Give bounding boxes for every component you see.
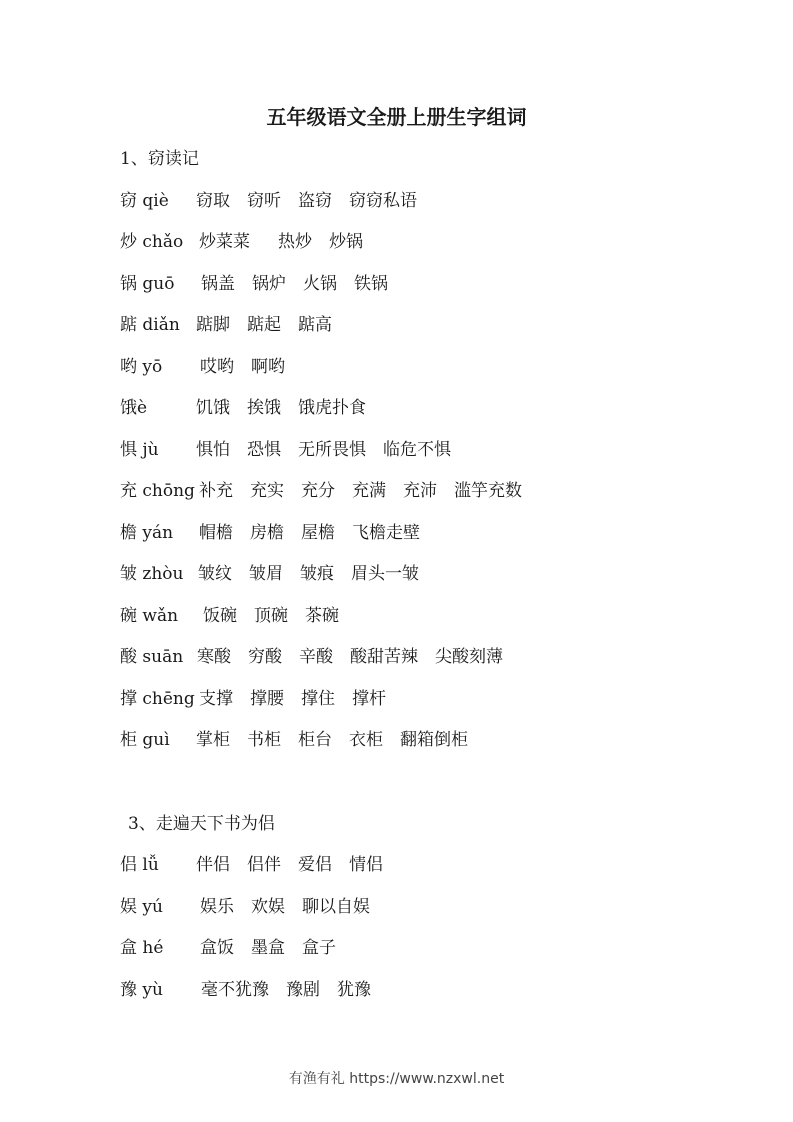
vocab-word: 热炒 (278, 232, 312, 252)
vocab-word: 毫不犹豫 (201, 980, 269, 1000)
vocab-char: 窃 qiè (120, 191, 169, 211)
vocab-word: 衣柜 (349, 730, 383, 750)
vocab-words (199, 229, 380, 255)
vocab-word: 茶碗 (305, 606, 339, 626)
vocab-word: 惧怕 (196, 440, 230, 460)
vocab-char: 惧 jù (120, 440, 159, 460)
vocab-word: 恐惧 (247, 440, 281, 460)
vocab-word: 书柜 (247, 730, 281, 750)
vocab-word: 寒酸 (197, 647, 231, 667)
vocab-word: 挨饿 (247, 398, 281, 418)
vocab-char: 饿è (120, 398, 148, 418)
vocab-word: 娱乐 (200, 897, 234, 917)
vocab-word: 掌柜 (196, 730, 230, 750)
vocab-word: 火锅 (303, 274, 337, 294)
vocab-word: 饿虎扑食 (298, 398, 366, 418)
vocab-word: 尖酸刻薄 (435, 647, 503, 667)
footer-watermark: 有渔有礼 https://www.nzxwl.net (288, 1071, 505, 1087)
vocab-words (200, 354, 302, 380)
vocab-words (199, 520, 437, 546)
vocab-words (200, 894, 387, 920)
vocab-words (196, 188, 434, 214)
vocab-word: 啊哟 (251, 357, 285, 377)
vocab-word: 伴侣 (196, 855, 230, 875)
vocab-word: 窃听 (247, 191, 281, 211)
vocab-word: 哎哟 (200, 357, 234, 377)
vocab-char: 踮 diǎn (120, 315, 180, 335)
vocab-char: 檐 yán (120, 523, 174, 543)
vocab-word: 窃取 (196, 191, 230, 211)
vocab-words (201, 977, 388, 1003)
vocab-word: 踮起 (247, 315, 281, 335)
vocab-word: 欢娱 (251, 897, 285, 917)
vocab-words (203, 603, 356, 629)
vocab-char: 柜 guì (120, 730, 170, 750)
vocab-char: 皱 zhòu (120, 564, 184, 584)
vocab-word: 锅盖 (201, 274, 235, 294)
vocab-word: 眉头一皱 (351, 564, 419, 584)
vocab-word: 饥饿 (196, 398, 230, 418)
vocab-char: 撑 chēng (120, 689, 195, 709)
vocab-char: 娱 yú (120, 897, 163, 917)
vocab-word: 侣伴 (247, 855, 281, 875)
vocab-word: 补充 (199, 481, 233, 501)
vocab-char: 炒 chǎo (120, 232, 184, 252)
section-heading-1: 1、窃读记 (120, 149, 199, 169)
vocab-word: 炒锅 (329, 232, 363, 252)
vocab-char: 侣 lǚ (120, 855, 159, 875)
vocab-word: 炒菜菜 (199, 232, 250, 252)
vocab-word: 帽檐 (199, 523, 233, 543)
vocab-words (196, 727, 485, 753)
vocab-char: 哟 yō (120, 357, 163, 377)
vocab-word: 充沛 (403, 481, 437, 501)
vocab-word: 飞檐走壁 (352, 523, 420, 543)
vocab-word: 撑腰 (250, 689, 284, 709)
vocab-word: 顶碗 (254, 606, 288, 626)
vocab-word: 豫剧 (286, 980, 320, 1000)
vocab-word: 穷酸 (248, 647, 282, 667)
vocab-word: 锅炉 (252, 274, 286, 294)
vocab-words (196, 852, 400, 878)
vocab-word: 无所畏惧 (298, 440, 366, 460)
vocab-word: 爱侣 (298, 855, 332, 875)
section-heading-3: 3、走遍天下书为侣 (128, 814, 275, 834)
vocab-words (196, 437, 468, 463)
vocab-word: 犹豫 (337, 980, 371, 1000)
vocab-word: 窃窃私语 (349, 191, 417, 211)
vocab-word: 充分 (301, 481, 335, 501)
vocab-words (199, 478, 539, 504)
vocab-word: 盗窃 (298, 191, 332, 211)
vocab-char: 锅 guō (120, 274, 175, 294)
vocab-char: 盒 hé (120, 938, 164, 958)
vocab-word: 铁锅 (354, 274, 388, 294)
vocab-char: 碗 wǎn (120, 606, 179, 626)
vocab-words (200, 935, 353, 961)
vocab-word: 踮脚 (196, 315, 230, 335)
vocab-words (196, 312, 349, 338)
vocab-char: 充 chōng (120, 481, 195, 501)
vocab-word: 踮高 (298, 315, 332, 335)
vocab-word: 滥竽充数 (454, 481, 522, 501)
vocab-word: 屋檐 (301, 523, 335, 543)
vocab-word: 支撑 (199, 689, 233, 709)
vocab-word: 盒子 (302, 938, 336, 958)
vocab-words (198, 561, 436, 587)
vocab-word: 房檐 (250, 523, 284, 543)
vocab-word: 盒饭 (200, 938, 234, 958)
vocab-word: 翻箱倒柜 (400, 730, 468, 750)
vocab-word: 酸甜苦辣 (350, 647, 418, 667)
vocab-word: 皱纹 (198, 564, 232, 584)
document-title: 五年级语文全册上册生字组词 (266, 105, 527, 129)
vocab-char: 酸 suān (120, 647, 184, 667)
vocab-word: 充实 (250, 481, 284, 501)
vocab-words (196, 395, 383, 421)
vocab-word: 柜台 (298, 730, 332, 750)
vocab-word: 撑住 (301, 689, 335, 709)
vocab-word: 临危不惧 (383, 440, 451, 460)
vocab-word: 充满 (352, 481, 386, 501)
vocab-words (197, 644, 520, 670)
vocab-char: 豫 yù (120, 980, 163, 1000)
vocab-word: 情侣 (349, 855, 383, 875)
vocab-word: 辛酸 (299, 647, 333, 667)
vocab-word: 撑杆 (352, 689, 386, 709)
vocab-word: 墨盒 (251, 938, 285, 958)
vocab-words (201, 271, 405, 297)
vocab-word: 饭碗 (203, 606, 237, 626)
vocab-word: 皱眉 (249, 564, 283, 584)
vocab-word: 聊以自娱 (302, 897, 370, 917)
vocab-words (199, 686, 403, 712)
vocab-word: 皱痕 (300, 564, 334, 584)
